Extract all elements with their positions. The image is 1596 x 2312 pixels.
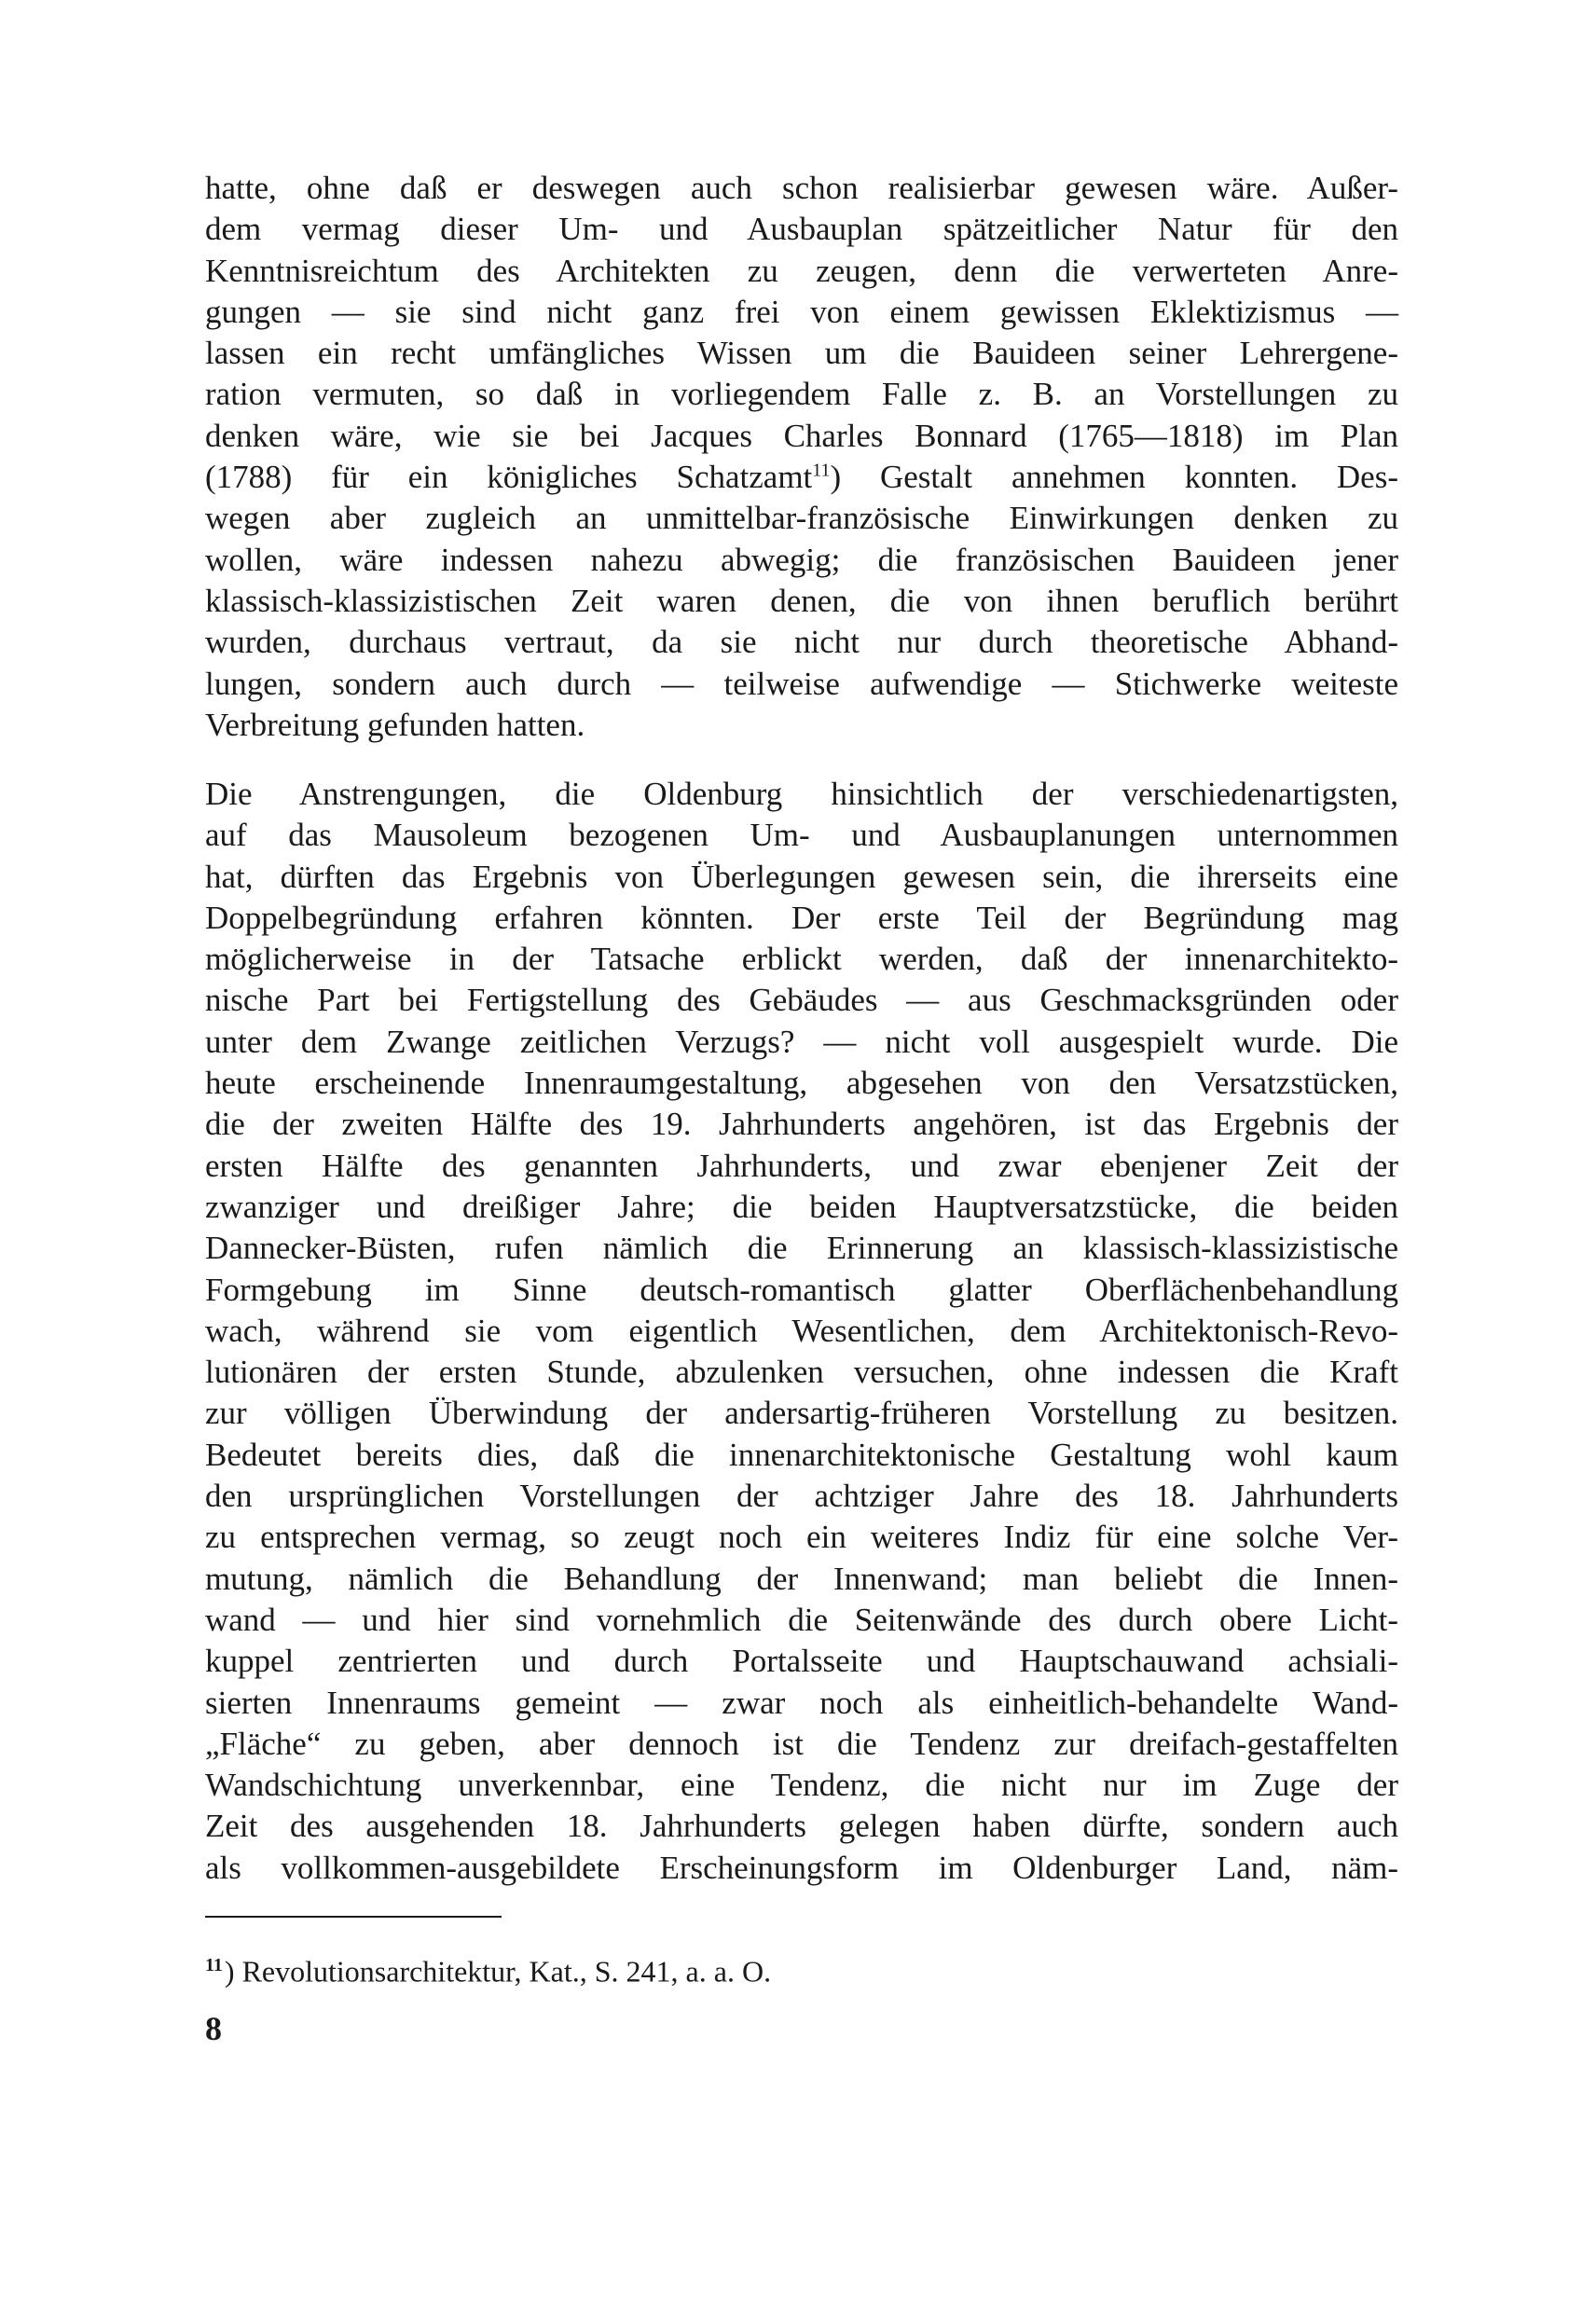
text-line: ration vermuten, so daß in vorliegendem Falle z. B. an Vorstellungen zu xyxy=(205,376,1398,413)
text-line: auf das Mausoleum bezogenen Um- und Ausbauplanungen unternommen xyxy=(205,817,1398,854)
text-line: zu entsprechen vermag, so zeugt noch ein weiteres Indiz für eine solche Ver- xyxy=(205,1519,1398,1556)
text-line: Verbreitung gefunden hatten. xyxy=(205,706,585,743)
text-line: gungen — sie sind nicht ganz frei von einem gewissen Eklektizismus — xyxy=(205,293,1398,330)
footnote xyxy=(205,1945,771,1992)
text-line: zwanziger und dreißiger Jahre; die beiden Hauptversatzstücke, die beiden xyxy=(205,1188,1398,1225)
text-line: denken wäre, wie sie bei Jacques Charles Bonnard (1765—1818) im Plan xyxy=(205,417,1398,454)
text-line: Doppelbegründung erfahren könnten. Der erste Teil der Begründung mag xyxy=(205,899,1398,936)
text-line: Zeit des ausgehenden 18. Jahrhunderts gelegen haben dürfte, sondern auch xyxy=(205,1808,1398,1845)
text-line: dem vermag dieser Um- und Ausbauplan spätzeitlicher Natur für den xyxy=(205,211,1398,248)
text-line: Die Anstrengungen, die Oldenburg hinsichtlich der verschiedenartigsten, xyxy=(205,776,1398,812)
text-line: klassisch-klassizistischen Zeit waren denen, die von ihnen beruflich berührt xyxy=(205,582,1398,619)
footnote-text: ) Revolutionsarchitektur, Kat., S. 241, a. a. O. xyxy=(224,1954,772,1989)
text-line: wollen, wäre indessen nahezu abwegig; die französischen Bauideen jener xyxy=(205,541,1398,578)
text-line: hat, dürften das Ergebnis von Überlegungen gewesen sein, die ihrerseits eine xyxy=(205,858,1398,895)
text-line: zur völligen Überwindung der andersartig-früheren Vorstellung zu besitzen. xyxy=(205,1395,1398,1432)
footnote-reference: 11 xyxy=(812,460,831,481)
text-line: hatte, ohne daß er deswegen auch schon realisierbar gewesen wäre. Außer- xyxy=(205,170,1398,206)
text-line: wach, während sie vom eigentlich Wesentlichen, dem Architektonisch-Revo- xyxy=(205,1312,1398,1349)
page-number: 8 xyxy=(205,2010,222,2047)
footnote-divider xyxy=(205,1916,502,1918)
text-line: Dannecker-Büsten, rufen nämlich die Erinnerung an klassisch-klassizistische xyxy=(205,1230,1398,1267)
text-line: Wandschichtung unverkennbar, eine Tendenz, die nicht nur im Zuge der xyxy=(205,1767,1398,1804)
paragraph-2 xyxy=(205,774,1398,1889)
text-line: lassen ein recht umfängliches Wissen um die Bauideen seiner Lehrergene- xyxy=(205,335,1398,372)
text-line-with-footnote-ref xyxy=(205,457,1398,498)
footnote-marker: 11 xyxy=(205,1955,223,1975)
text-line: Formgebung im Sinne deutsch-romantisch glatter Oberflächenbehandlung xyxy=(205,1271,1398,1308)
text-line: als vollkommen-ausgebildete Erscheinungsform im Oldenburger Land, näm- xyxy=(205,1849,1398,1886)
text-line: heute erscheinende Innenraumgestaltung, abgesehen von den Versatzstücken, xyxy=(205,1065,1398,1102)
text-line: möglicherweise in der Tatsache erblickt werden, daß der innenarchitekto- xyxy=(205,941,1398,978)
text-line: „Fläche“ zu geben, aber dennoch ist die Tendenz zur dreifach-gestaffelten xyxy=(205,1725,1398,1762)
text-segment: (1788) für ein königliches Schatzamt xyxy=(205,459,813,496)
paragraph-1 xyxy=(205,168,1398,746)
text-line: unter dem Zwange zeitlichen Verzugs? — nicht voll ausgespielt wurde. Die xyxy=(205,1023,1398,1060)
text-line: nische Part bei Fertigstellung des Gebäudes — aus Geschmacksgründen oder xyxy=(205,982,1398,1019)
text-line: sierten Innenraums gemeint — zwar noch als einheitlich-behandelte Wand- xyxy=(205,1684,1398,1721)
text-line: ersten Hälfte des genannten Jahrhunderts, und zwar ebenjener Zeit der xyxy=(205,1147,1398,1184)
text-line: wand — und hier sind vornehmlich die Seitenwände des durch obere Licht- xyxy=(205,1601,1398,1638)
text-line: wurden, durchaus vertraut, da sie nicht nur durch theoretische Abhand- xyxy=(205,624,1398,661)
text-line: Kenntnisreichtum des Architekten zu zeugen, denn die verwerteten Anre- xyxy=(205,252,1398,289)
text-line: wegen aber zugleich an unmittelbar-französische Einwirkungen denken zu xyxy=(205,500,1398,537)
text-line: den ursprünglichen Vorstellungen der achtziger Jahre des 18. Jahrhunderts xyxy=(205,1478,1398,1515)
text-segment: ) Gestalt annehmen konnten. Des- xyxy=(830,459,1398,496)
text-line: kuppel zentrierten und durch Portalsseite und Hauptschauwand achsiali- xyxy=(205,1643,1398,1680)
text-line: die der zweiten Hälfte des 19. Jahrhunderts angehören, ist das Ergebnis der xyxy=(205,1106,1398,1143)
text-line: lungen, sondern auch durch — teilweise aufwendige — Stichwerke weiteste xyxy=(205,665,1398,702)
text-line: mutung, nämlich die Behandlung der Innenwand; man beliebt die Innen- xyxy=(205,1560,1398,1597)
text-line: Bedeutet bereits dies, daß die innenarchitektonische Gestaltung wohl kaum xyxy=(205,1436,1398,1473)
text-line: lutionären der ersten Stunde, abzulenken versuchen, ohne indessen die Kraft xyxy=(205,1354,1398,1391)
